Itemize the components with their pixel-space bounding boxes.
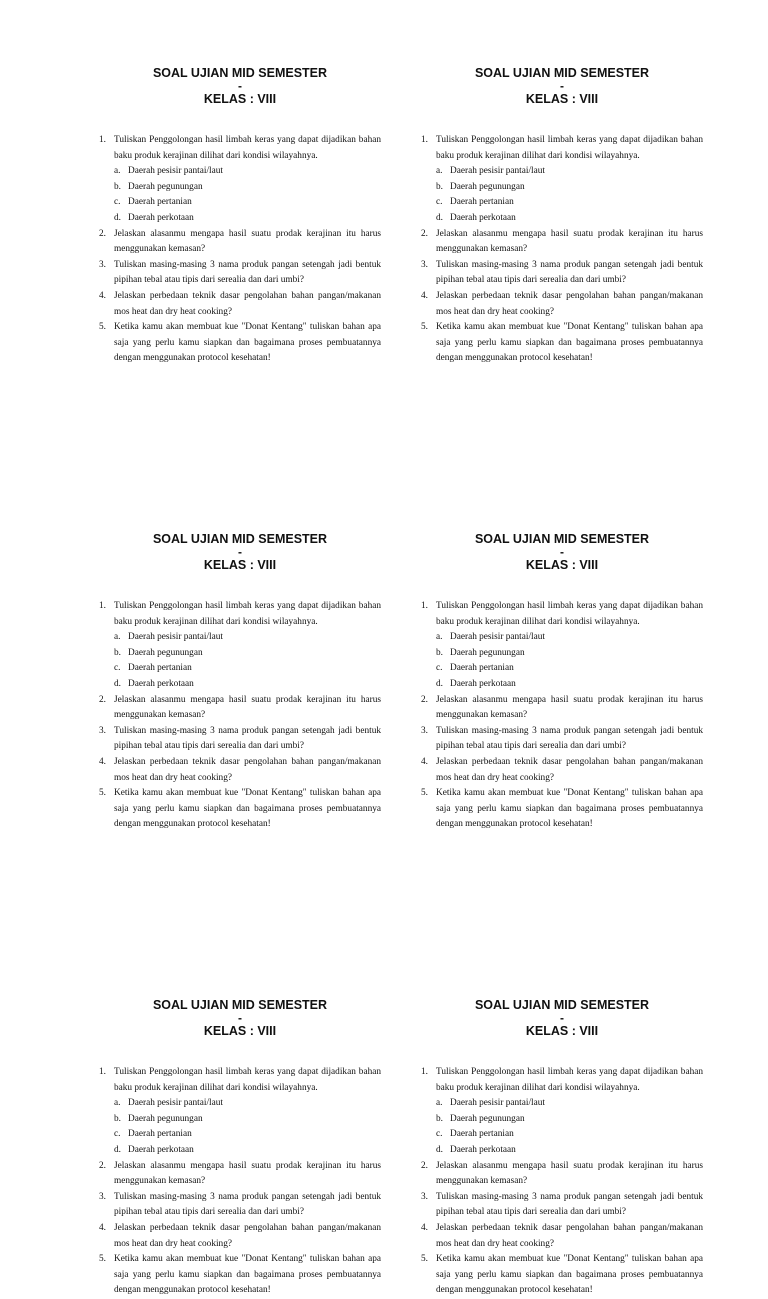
option-letter: d. xyxy=(436,212,443,223)
question-item xyxy=(421,724,703,755)
question-text: Jelaskan perbedaan teknik dasar pengolahan bahan pangan/makanan mos heat dan dry heat cooking? xyxy=(114,1222,381,1249)
header-separator: - xyxy=(238,1011,242,1025)
question-text: Tuliskan Penggolongan hasil limbah keras yang dapat dijadikan bahan baku produk kerajinan dilihat dari kondisi wilayahnya. xyxy=(114,601,381,627)
question-number: 3. xyxy=(421,259,428,270)
question-number: 1. xyxy=(421,601,428,611)
question-item xyxy=(99,755,381,786)
question-text: Jelaskan alasanmu mengapa hasil suatu prodak kerajinan itu harus menggunakan kemasan? xyxy=(114,1160,381,1187)
exam-title: SOAL UJIAN MID SEMESTER xyxy=(474,532,650,546)
question-item xyxy=(421,1252,703,1299)
option-item xyxy=(114,180,381,196)
question-item xyxy=(421,786,703,833)
option-text: Daerah pesisir pantai/laut xyxy=(450,632,545,643)
question-number: 4. xyxy=(99,1222,106,1233)
option-item xyxy=(114,630,381,646)
option-item xyxy=(436,677,703,693)
option-item xyxy=(436,180,703,196)
question-number: 2. xyxy=(421,228,428,239)
option-list xyxy=(114,164,381,226)
exam-header xyxy=(99,998,381,1038)
question-number: 4. xyxy=(99,290,106,301)
question-list xyxy=(421,133,703,367)
question-list xyxy=(99,599,381,833)
class-label: KELAS : VIII xyxy=(203,558,277,572)
exam-card xyxy=(421,998,703,1299)
question-number: 3. xyxy=(99,725,106,736)
question-item xyxy=(421,289,703,320)
question-number: 4. xyxy=(421,756,428,767)
question-number: 5. xyxy=(99,322,106,333)
question-number: 2. xyxy=(421,1160,428,1171)
question-item xyxy=(421,1065,703,1159)
question-text: Ketika kamu akan membuat kue "Donat Kentang" tuliskan bahan apa saja yang perlu kamu siapkan dan bagaimana proses pembuatannya dengan menggunakan protocol kesehatan! xyxy=(114,1254,381,1296)
question-number: 1. xyxy=(421,135,428,145)
question-item xyxy=(99,227,381,258)
option-letter: d. xyxy=(436,678,443,689)
question-number: 4. xyxy=(421,1222,428,1233)
question-number: 3. xyxy=(99,1191,106,1202)
question-number: 1. xyxy=(421,1067,428,1077)
option-item xyxy=(114,195,381,211)
exam-header xyxy=(99,66,381,106)
question-item xyxy=(99,258,381,289)
option-list xyxy=(114,630,381,692)
option-text: Daerah pertanian xyxy=(450,1129,514,1140)
option-text: Daerah pesisir pantai/laut xyxy=(128,166,223,177)
option-letter: a. xyxy=(114,166,121,177)
option-text: Daerah pertanian xyxy=(128,663,192,674)
question-item xyxy=(99,1159,381,1190)
option-item xyxy=(436,195,703,211)
exam-card xyxy=(99,66,381,367)
option-item xyxy=(114,677,381,693)
option-letter: c. xyxy=(114,1129,121,1140)
question-text: Jelaskan alasanmu mengapa hasil suatu prodak kerajinan itu harus menggunakan kemasan? xyxy=(436,1160,703,1187)
exam-header xyxy=(99,532,381,572)
question-number: 2. xyxy=(99,1160,106,1171)
option-letter: b. xyxy=(436,1113,443,1124)
option-letter: d. xyxy=(114,212,121,223)
question-text: Tuliskan masing-masing 3 nama produk pangan setengah jadi bentuk pipihan tebal atau tipis dari serealia dan dari umbi? xyxy=(436,259,703,286)
option-text: Daerah pertanian xyxy=(450,197,514,208)
option-item xyxy=(436,1143,703,1159)
option-item xyxy=(114,1096,381,1112)
option-letter: c. xyxy=(436,197,443,208)
class-label: KELAS : VIII xyxy=(203,1024,277,1038)
exam-header xyxy=(421,998,703,1038)
question-number: 5. xyxy=(99,1254,106,1265)
question-text: Jelaskan perbedaan teknik dasar pengolahan bahan pangan/makanan mos heat dan dry heat cooking? xyxy=(436,756,703,783)
question-item xyxy=(99,693,381,724)
exam-card xyxy=(99,532,381,833)
question-number: 3. xyxy=(421,725,428,736)
question-item xyxy=(99,724,381,755)
question-item xyxy=(99,1065,381,1159)
question-number: 3. xyxy=(421,1191,428,1202)
option-list xyxy=(436,630,703,692)
question-item xyxy=(99,289,381,320)
question-item xyxy=(99,1190,381,1221)
question-item xyxy=(421,1159,703,1190)
question-text: Tuliskan masing-masing 3 nama produk pangan setengah jadi bentuk pipihan tebal atau tipis dari serealia dan dari umbi? xyxy=(436,1191,703,1218)
exam-title: SOAL UJIAN MID SEMESTER xyxy=(474,998,650,1012)
option-text: Daerah pesisir pantai/laut xyxy=(128,1098,223,1109)
option-text: Daerah pertanian xyxy=(128,1129,192,1140)
question-text: Jelaskan alasanmu mengapa hasil suatu prodak kerajinan itu harus menggunakan kemasan? xyxy=(436,694,703,721)
question-number: 1. xyxy=(99,601,106,611)
question-list xyxy=(99,1065,381,1299)
option-letter: b. xyxy=(436,647,443,658)
class-label: KELAS : VIII xyxy=(525,92,599,106)
question-item xyxy=(421,693,703,724)
header-separator: - xyxy=(560,545,564,559)
option-letter: a. xyxy=(436,166,443,177)
option-item xyxy=(114,1143,381,1159)
question-number: 2. xyxy=(99,228,106,239)
question-item xyxy=(99,786,381,833)
question-item xyxy=(421,599,703,693)
class-label: KELAS : VIII xyxy=(525,558,599,572)
question-item xyxy=(421,755,703,786)
question-list xyxy=(421,599,703,833)
option-text: Daerah perkotaan xyxy=(450,212,516,223)
option-text: Daerah perkotaan xyxy=(450,1144,516,1155)
question-number: 2. xyxy=(99,694,106,705)
question-text: Ketika kamu akan membuat kue "Donat Kentang" tuliskan bahan apa saja yang perlu kamu siapkan dan bagaimana proses pembuatannya dengan menggunakan protocol kesehatan! xyxy=(436,1254,703,1296)
question-text: Tuliskan masing-masing 3 nama produk pangan setengah jadi bentuk pipihan tebal atau tipis dari serealia dan dari umbi? xyxy=(114,259,381,286)
option-item xyxy=(436,1127,703,1143)
question-text: Jelaskan perbedaan teknik dasar pengolahan bahan pangan/makanan mos heat dan dry heat cooking? xyxy=(436,290,703,317)
option-item xyxy=(114,1112,381,1128)
option-text: Daerah pesisir pantai/laut xyxy=(450,166,545,177)
option-letter: d. xyxy=(436,1144,443,1155)
class-label: KELAS : VIII xyxy=(203,92,277,106)
option-letter: b. xyxy=(436,181,443,192)
option-letter: a. xyxy=(436,1098,443,1109)
header-separator: - xyxy=(560,1011,564,1025)
option-text: Daerah perkotaan xyxy=(128,212,194,223)
header-separator: - xyxy=(560,79,564,93)
option-text: Daerah pegunungan xyxy=(450,181,525,192)
option-item xyxy=(436,630,703,646)
option-letter: c. xyxy=(436,663,443,674)
question-text: Tuliskan Penggolongan hasil limbah keras yang dapat dijadikan bahan baku produk kerajinan dilihat dari kondisi wilayahnya. xyxy=(436,1067,703,1093)
option-letter: b. xyxy=(114,1113,121,1124)
question-text: Ketika kamu akan membuat kue "Donat Kentang" tuliskan bahan apa saja yang perlu kamu siapkan dan bagaimana proses pembuatannya dengan menggunakan protocol kesehatan! xyxy=(114,788,381,830)
option-item xyxy=(436,1096,703,1112)
option-letter: d. xyxy=(114,678,121,689)
option-item xyxy=(114,1127,381,1143)
question-text: Jelaskan perbedaan teknik dasar pengolahan bahan pangan/makanan mos heat dan dry heat cooking? xyxy=(436,1222,703,1249)
exam-title: SOAL UJIAN MID SEMESTER xyxy=(152,532,328,546)
question-item xyxy=(421,1221,703,1252)
option-item xyxy=(436,164,703,180)
exam-header xyxy=(421,532,703,572)
option-text: Daerah pegunungan xyxy=(128,647,203,658)
option-text: Daerah pertanian xyxy=(450,663,514,674)
question-text: Tuliskan Penggolongan hasil limbah keras yang dapat dijadikan bahan baku produk kerajinan dilihat dari kondisi wilayahnya. xyxy=(436,601,703,627)
header-separator: - xyxy=(238,79,242,93)
question-number: 1. xyxy=(99,1067,106,1077)
exam-card xyxy=(421,532,703,833)
option-text: Daerah pesisir pantai/laut xyxy=(450,1098,545,1109)
exam-card xyxy=(99,998,381,1299)
option-text: Daerah perkotaan xyxy=(450,678,516,689)
question-list xyxy=(421,1065,703,1299)
question-item xyxy=(421,1190,703,1221)
question-number: 4. xyxy=(99,756,106,767)
option-item xyxy=(114,211,381,227)
question-text: Jelaskan alasanmu mengapa hasil suatu prodak kerajinan itu harus menggunakan kemasan? xyxy=(114,694,381,721)
exam-title: SOAL UJIAN MID SEMESTER xyxy=(152,998,328,1012)
question-text: Tuliskan Penggolongan hasil limbah keras yang dapat dijadikan bahan baku produk kerajinan dilihat dari kondisi wilayahnya. xyxy=(114,1067,381,1093)
question-item xyxy=(421,133,703,227)
option-text: Daerah pegunungan xyxy=(128,181,203,192)
option-letter: c. xyxy=(114,663,121,674)
option-text: Daerah perkotaan xyxy=(128,678,194,689)
option-item xyxy=(114,646,381,662)
option-letter: c. xyxy=(114,197,121,208)
question-text: Jelaskan alasanmu mengapa hasil suatu prodak kerajinan itu harus menggunakan kemasan? xyxy=(114,228,381,255)
option-list xyxy=(114,1096,381,1158)
question-number: 4. xyxy=(421,290,428,301)
question-item xyxy=(421,227,703,258)
option-item xyxy=(114,661,381,677)
question-number: 5. xyxy=(421,788,428,799)
option-text: Daerah pertanian xyxy=(128,197,192,208)
option-letter: b. xyxy=(114,647,121,658)
option-list xyxy=(436,164,703,226)
question-text: Jelaskan perbedaan teknik dasar pengolahan bahan pangan/makanan mos heat dan dry heat cooking? xyxy=(114,290,381,317)
option-item xyxy=(436,661,703,677)
question-text: Jelaskan perbedaan teknik dasar pengolahan bahan pangan/makanan mos heat dan dry heat cooking? xyxy=(114,756,381,783)
question-item xyxy=(99,1221,381,1252)
option-letter: a. xyxy=(114,1098,121,1109)
question-text: Jelaskan alasanmu mengapa hasil suatu prodak kerajinan itu harus menggunakan kemasan? xyxy=(436,228,703,255)
option-letter: c. xyxy=(436,1129,443,1140)
question-item xyxy=(99,1252,381,1299)
question-text: Tuliskan Penggolongan hasil limbah keras yang dapat dijadikan bahan baku produk kerajinan dilihat dari kondisi wilayahnya. xyxy=(436,135,703,161)
option-text: Daerah pegunungan xyxy=(450,647,525,658)
exam-title: SOAL UJIAN MID SEMESTER xyxy=(474,66,650,80)
exam-title: SOAL UJIAN MID SEMESTER xyxy=(152,66,328,80)
option-item xyxy=(114,164,381,180)
exam-header xyxy=(421,66,703,106)
question-text: Ketika kamu akan membuat kue "Donat Kentang" tuliskan bahan apa saja yang perlu kamu siapkan dan bagaimana proses pembuatannya dengan menggunakan protocol kesehatan! xyxy=(436,788,703,830)
question-item xyxy=(421,258,703,289)
class-label: KELAS : VIII xyxy=(525,1024,599,1038)
option-text: Daerah pegunungan xyxy=(450,1113,525,1124)
exam-card xyxy=(421,66,703,367)
option-text: Daerah pegunungan xyxy=(128,1113,203,1124)
option-letter: a. xyxy=(114,632,121,643)
question-number: 5. xyxy=(421,322,428,333)
question-text: Tuliskan masing-masing 3 nama produk pangan setengah jadi bentuk pipihan tebal atau tipis dari serealia dan dari umbi? xyxy=(114,725,381,752)
option-letter: d. xyxy=(114,1144,121,1155)
option-letter: a. xyxy=(436,632,443,643)
question-text: Tuliskan Penggolongan hasil limbah keras yang dapat dijadikan bahan baku produk kerajinan dilihat dari kondisi wilayahnya. xyxy=(114,135,381,161)
question-item xyxy=(421,320,703,367)
question-item xyxy=(99,599,381,693)
question-text: Tuliskan masing-masing 3 nama produk pangan setengah jadi bentuk pipihan tebal atau tipis dari serealia dan dari umbi? xyxy=(114,1191,381,1218)
option-text: Daerah pesisir pantai/laut xyxy=(128,632,223,643)
question-number: 2. xyxy=(421,694,428,705)
question-number: 1. xyxy=(99,135,106,145)
question-number: 5. xyxy=(421,1254,428,1265)
header-separator: - xyxy=(238,545,242,559)
option-text: Daerah perkotaan xyxy=(128,1144,194,1155)
question-item xyxy=(99,133,381,227)
option-item xyxy=(436,646,703,662)
question-number: 3. xyxy=(99,259,106,270)
question-item xyxy=(99,320,381,367)
option-list xyxy=(436,1096,703,1158)
question-text: Ketika kamu akan membuat kue "Donat Kentang" tuliskan bahan apa saja yang perlu kamu siapkan dan bagaimana proses pembuatannya dengan menggunakan protocol kesehatan! xyxy=(436,322,703,364)
question-text: Ketika kamu akan membuat kue "Donat Kentang" tuliskan bahan apa saja yang perlu kamu siapkan dan bagaimana proses pembuatannya dengan menggunakan protocol kesehatan! xyxy=(114,322,381,364)
question-number: 5. xyxy=(99,788,106,799)
option-item xyxy=(436,1112,703,1128)
option-letter: b. xyxy=(114,181,121,192)
option-item xyxy=(436,211,703,227)
question-list xyxy=(99,133,381,367)
question-text: Tuliskan masing-masing 3 nama produk pangan setengah jadi bentuk pipihan tebal atau tipis dari serealia dan dari umbi? xyxy=(436,725,703,752)
